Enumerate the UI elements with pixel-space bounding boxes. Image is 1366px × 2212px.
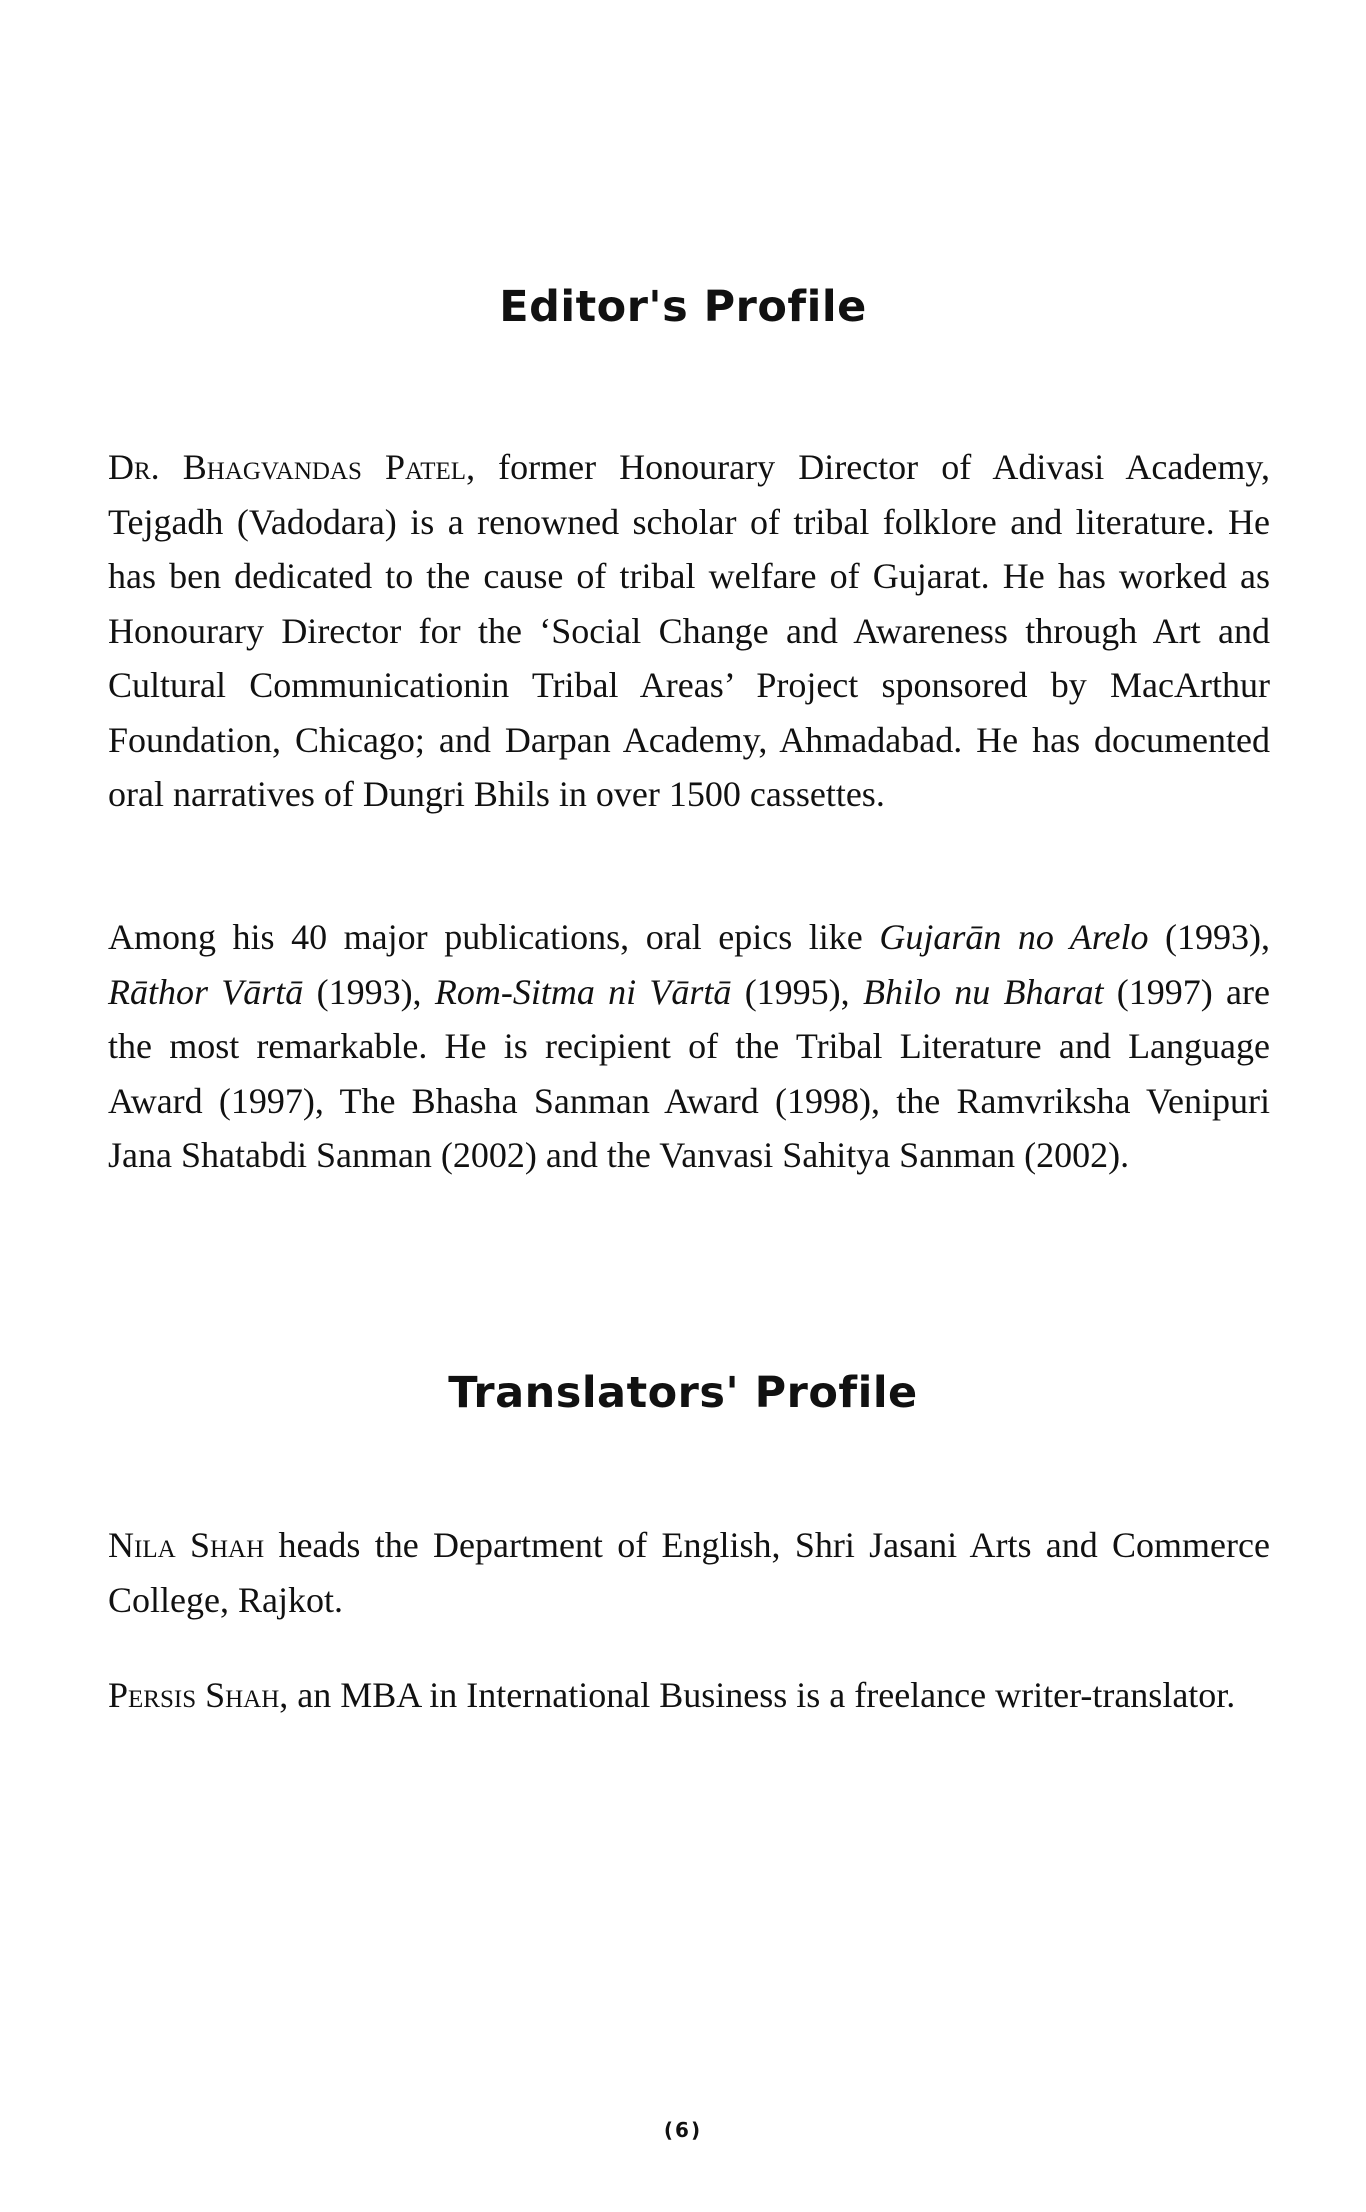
editor-publications-paragraph [108,910,1270,1183]
publication-title-1: Gujarān no Arelo [879,917,1149,957]
publication-title-3: Rom-Sitma ni Vārtā [434,971,732,1012]
translator-nila-paragraph [108,1518,1270,1627]
editor-bio-paragraph [108,440,1270,822]
publications-text-5: (1997) are the most remarkable. He is recipient of the Tribal Literature and Language Award (1997), The Bhasha Sanman Award (1998), the Ramvriksha Venipuri Jana Shatabdi Sanman (2002) and the Vanvasi Sahitya Sanman (2002). [108,971,1271,1175]
editor-bio-text: former Honourary Director of Adivasi Academy, Tejgadh (Vadodara) is a renowned scholar of tribal folklore and literature. He has ben dedicated to the cause of tribal welfare of Gujarat. He has worked as Honourary Director for the ‘Social Change and Awareness through Art and Cultural Communicationin Tribal Areas’ Project sponsored by MacArthur Foundation, Chicago; and Darpan Academy, Ahmadabad. He has documented oral narratives of Dungri Bhils in over 1500 cassettes. [108,447,1270,814]
publications-text-1: Among his 40 major publications, oral epics like [108,917,880,957]
page-number: (6) [663,2118,703,2142]
translator-persis-text: an MBA in International Business is a freelance writer-translator. [288,1675,1236,1715]
publications-text-2: (1993), [1148,917,1270,957]
publication-title-4: Bhilo nu Bharat [862,971,1104,1012]
publication-title-2: Rāthor Vārtā [108,971,304,1012]
translator-nila-text: heads the Department of English, Shri Jasani Arts and Commerce College, Rajkot. [108,1525,1270,1620]
translator-persis-paragraph [108,1668,1270,1723]
translators-profile-heading: Translators' Profile [448,1368,918,1418]
translator-nila-name: Nila Shah [108,1525,265,1565]
editor-name: Dr. Bhagvandas Patel, [108,447,476,487]
publications-text-3: (1993), [303,971,435,1012]
editor-profile-heading: Editor's Profile [499,282,867,332]
translator-persis-name: Persis Shah, [108,1675,289,1715]
publications-text-4: (1995), [731,971,863,1012]
